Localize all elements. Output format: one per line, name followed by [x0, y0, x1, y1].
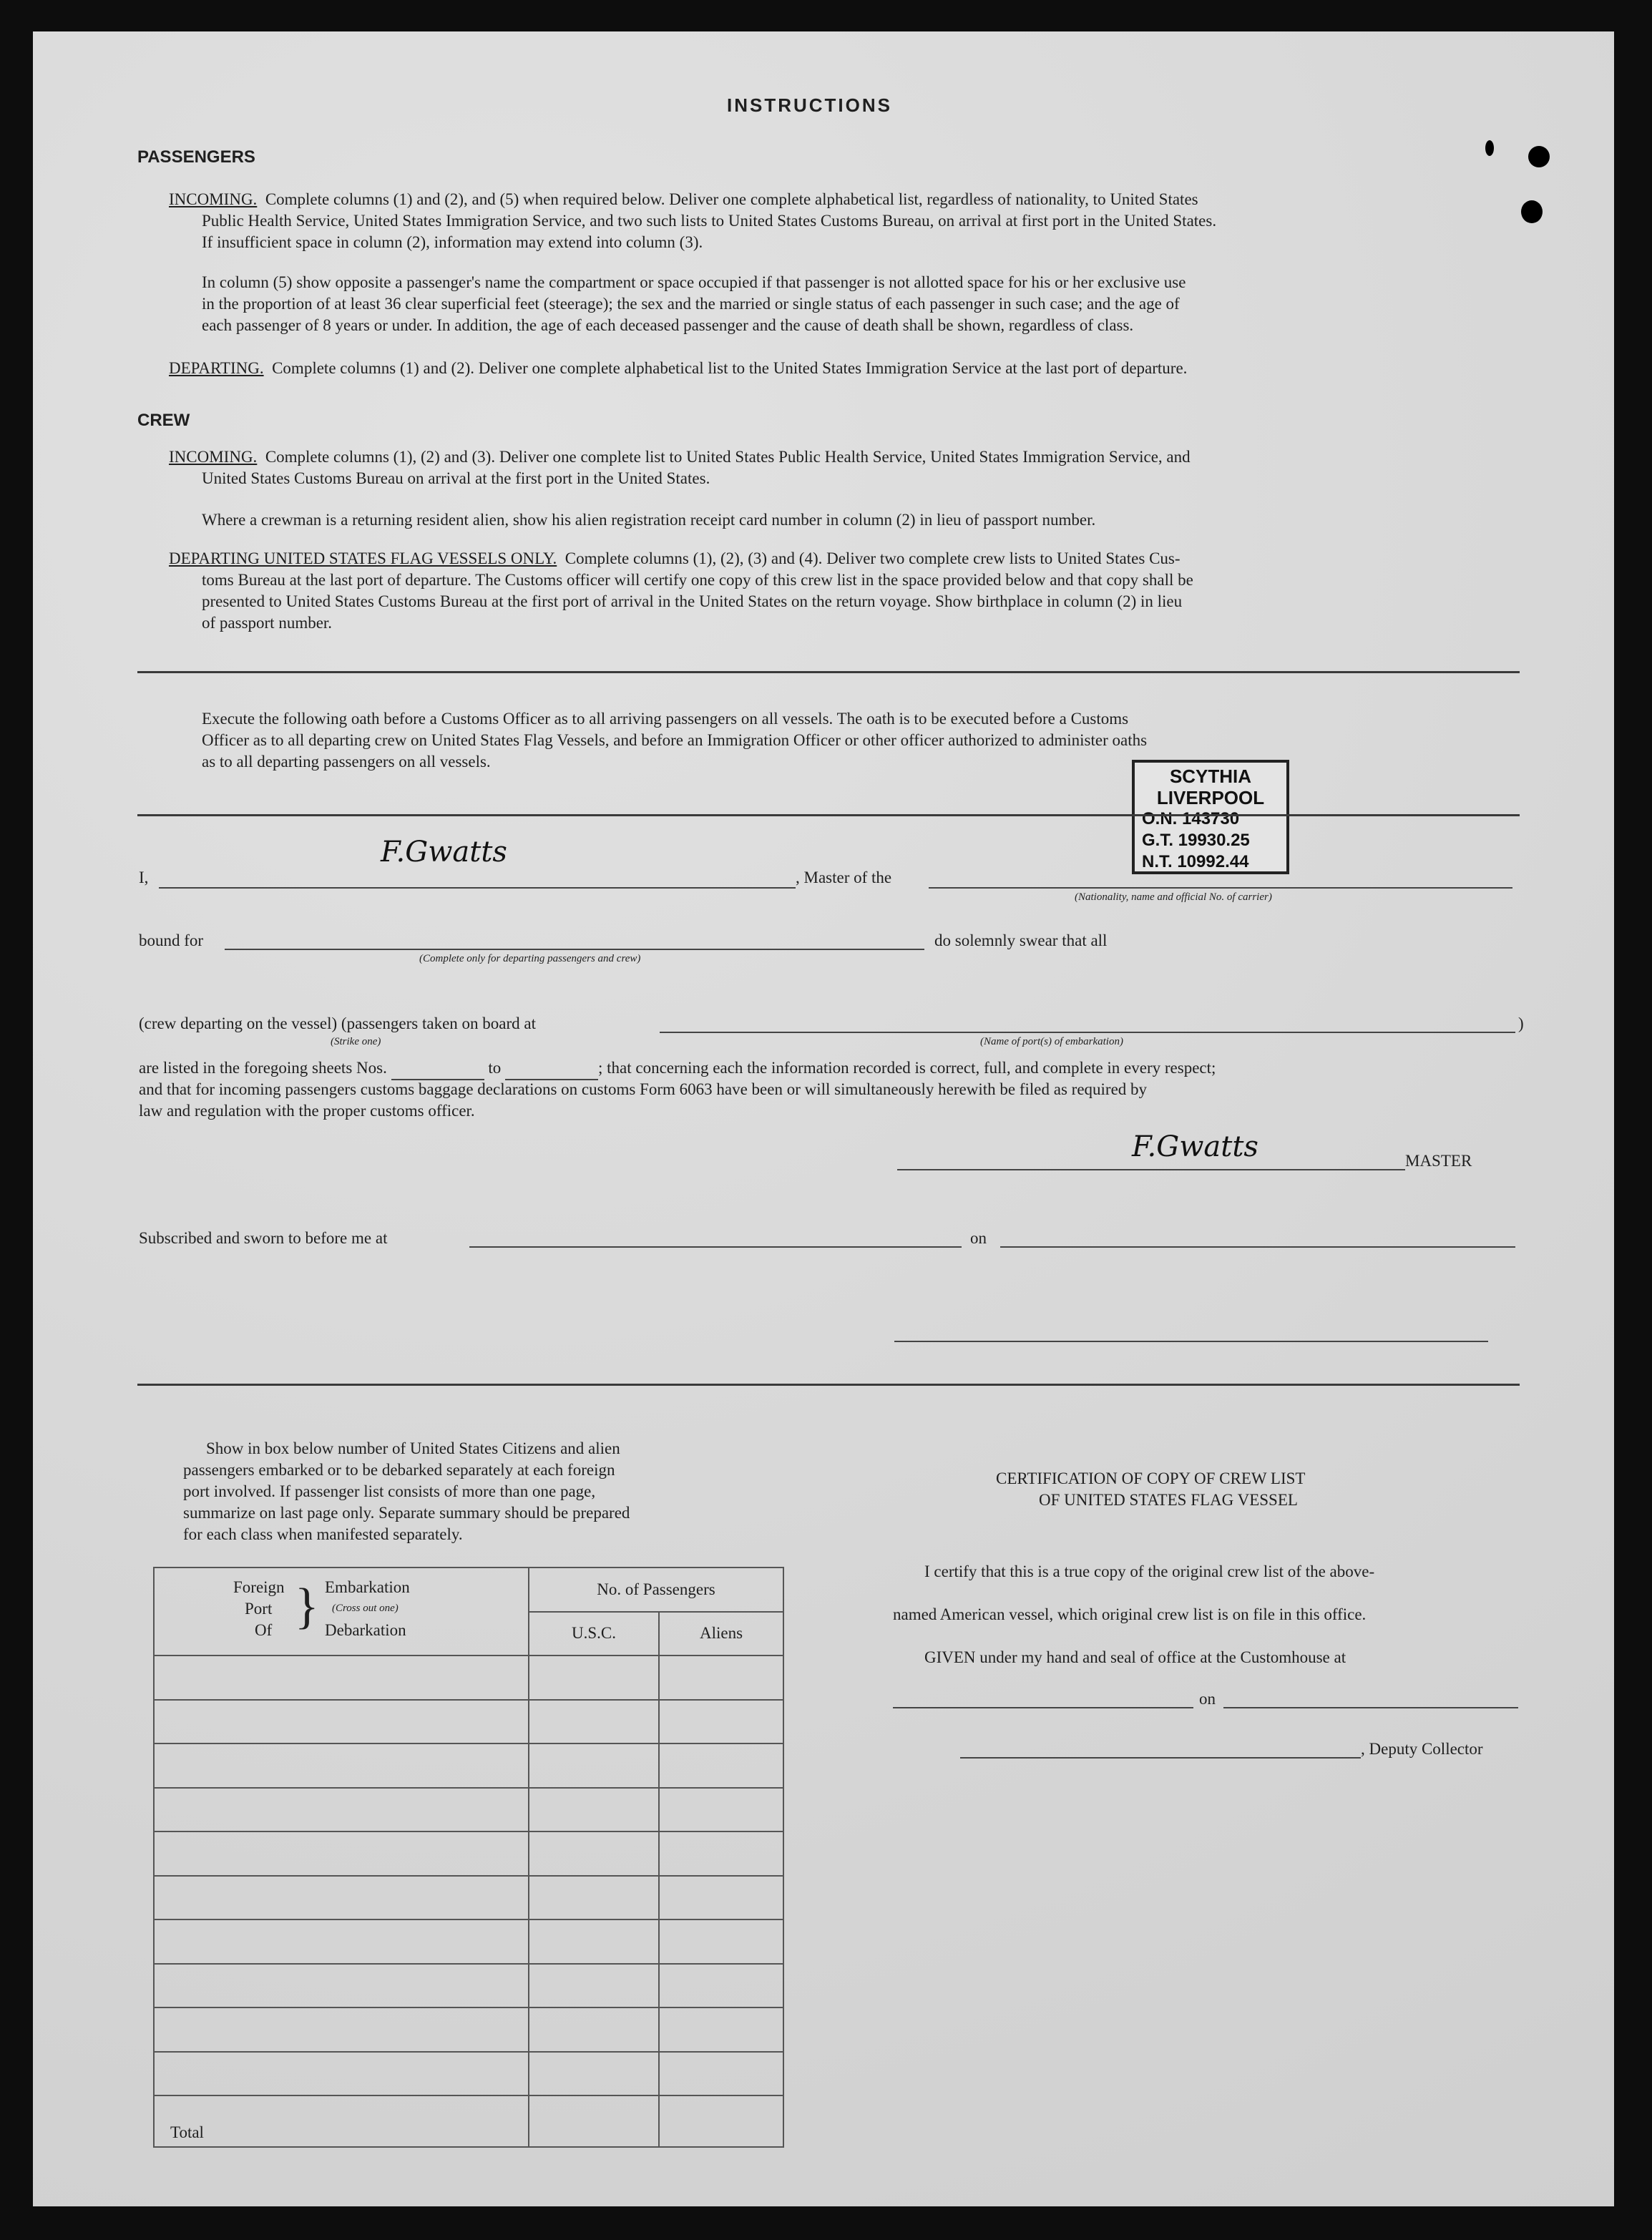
listed-1c: ; that concerning each the information recorded is correct, full, and complete in every respect; — [597, 1059, 1216, 1077]
passengers-departing-text: Complete columns (1) and (2). Deliver one complete alphabetical list to the United States Immigration Service at the last port of departure. — [272, 359, 1188, 377]
certification-text-3: GIVEN under my hand and seal of office at the Customhouse at — [924, 1648, 1346, 1666]
certification-title-2: OF UNITED STATES FLAG VESSEL — [1039, 1491, 1298, 1509]
stamp-line-4: G.T. 19930.25 — [1142, 831, 1250, 850]
oath-crew-departing: (crew departing on the vessel) (passengers taken on board at — [139, 1014, 536, 1032]
passengers-heading: PASSENGERS — [137, 147, 255, 167]
stamp-line-2: LIVERPOOL — [1156, 787, 1265, 808]
usc-cell[interactable] — [529, 1788, 659, 1832]
usc-cell[interactable] — [529, 1700, 659, 1744]
divider-1 — [137, 671, 1520, 673]
master-signature-field[interactable] — [897, 1169, 1405, 1170]
aliens-cell[interactable] — [659, 1700, 783, 1744]
summary-instr-4: summarize on last page only. Separate summary should be prepared — [183, 1504, 630, 1522]
crew-incoming-text-1: Complete columns (1), (2) and (3). Deliver one complete list to United States Public Health Service, United States Immigration Service, and — [265, 448, 1191, 466]
foreign-label: Foreign — [233, 1578, 285, 1596]
port-cell[interactable] — [154, 2007, 529, 2052]
crew-departing-text-1: Complete columns (1), (2), (3) and (4). Deliver two complete crew lists to United States Cus- — [564, 549, 1181, 567]
port-cell[interactable] — [154, 1700, 529, 1744]
crew-resident-text: Where a crewman is a returning resident alien, show his alien registration receipt card number in column (2) in lieu of passport number. — [202, 511, 1096, 529]
port-cell[interactable] — [154, 1964, 529, 2008]
port-cell[interactable] — [154, 1655, 529, 1700]
aliens-total-cell[interactable] — [659, 2095, 783, 2147]
aliens-cell[interactable] — [659, 1831, 783, 1876]
usc-cell[interactable] — [529, 2052, 659, 2096]
subscribed-at-field[interactable] — [469, 1246, 962, 1248]
usc-cell[interactable] — [529, 1919, 659, 1964]
punch-hole-1 — [1528, 146, 1550, 167]
strike-one-caption: (Strike one) — [331, 1036, 381, 1047]
crew-departing-label: DEPARTING UNITED STATES FLAG VESSELS ONLY. — [169, 549, 557, 567]
bound-for-field[interactable] — [225, 949, 924, 950]
ports-field[interactable] — [660, 1032, 1515, 1033]
oath-bound-for: bound for — [139, 931, 204, 949]
usc-cell[interactable] — [529, 2007, 659, 2052]
of-label: Of — [255, 1621, 273, 1639]
passengers-incoming-text-2: Public Health Service, United States Immigration Service, and two such lists to United States Customs Bureau, on arrival at first port in the United States. — [202, 212, 1217, 230]
master-signature-1: F.Gwatts — [381, 836, 507, 869]
no-passengers-header: No. of Passengers — [529, 1567, 783, 1612]
master-label: MASTER — [1405, 1152, 1472, 1170]
carrier-caption: (Nationality, name and official No. of carrier) — [1075, 891, 1272, 903]
oath-listed-3: law and regulation with the proper customs officer. — [139, 1102, 475, 1120]
stamp-line-5: N.T. 10992.44 — [1142, 852, 1249, 871]
crew-incoming-text-2: United States Customs Bureau on arrival at the first port in the United States. — [202, 469, 710, 487]
customhouse-field[interactable] — [893, 1707, 1193, 1708]
passengers-departing — [169, 358, 1187, 379]
carrier-field[interactable] — [929, 887, 1512, 889]
deputy-collector-label: , Deputy Collector — [1361, 1740, 1483, 1758]
certification-date-field[interactable] — [1223, 1707, 1518, 1708]
passengers-incoming-text-3: If insufficient space in column (2), information may extend into column (3). — [202, 233, 703, 251]
port-cell[interactable] — [154, 1743, 529, 1788]
subscribed-date-field[interactable] — [1000, 1246, 1515, 1248]
ports-caption: (Name of port(s) of embarkation) — [980, 1036, 1123, 1047]
sheets-to-field[interactable] — [505, 1057, 598, 1080]
aliens-cell[interactable] — [659, 1876, 783, 1920]
port-label: Port — [245, 1600, 273, 1618]
passenger-summary-table — [153, 1567, 784, 2148]
usc-cell[interactable] — [529, 1876, 659, 1920]
total-label: Total — [154, 2095, 529, 2147]
aliens-cell[interactable] — [659, 1788, 783, 1832]
summary-instr-2: passengers embarked or to be debarked separately at each foreign — [183, 1461, 615, 1479]
aliens-cell[interactable] — [659, 1743, 783, 1788]
divider-3 — [137, 1384, 1520, 1386]
listed-1a: are listed in the foregoing sheets Nos. — [139, 1059, 387, 1077]
ink-mark — [1485, 140, 1494, 156]
cross-out-label: (Cross out one) — [332, 1603, 399, 1614]
oath-intro-1: Execute the following oath before a Customs Officer as to all arriving passengers on all vessels. The oath is to be executed before a Customs — [202, 710, 1129, 728]
aliens-cell[interactable] — [659, 1919, 783, 1964]
aliens-cell[interactable] — [659, 2052, 783, 2096]
bound-caption: (Complete only for departing passengers and crew) — [419, 953, 641, 964]
oath-master-of: , Master of the — [796, 869, 892, 886]
oath-on: on — [970, 1229, 987, 1247]
aliens-cell[interactable] — [659, 1655, 783, 1700]
crew-departing — [169, 548, 1181, 569]
embarkation-label: Embarkation — [325, 1578, 410, 1596]
oath-listed-1 — [139, 1057, 1216, 1080]
passengers-col5-text-1: In column (5) show opposite a passenger's name the compartment or space occupied if that passenger is not allotted space for his or her exclusive use — [202, 273, 1186, 291]
certification-on: on — [1199, 1690, 1216, 1708]
passengers-departing-label: DEPARTING. — [169, 359, 264, 377]
vessel-stamp — [1132, 760, 1289, 874]
oath-subscribed: Subscribed and sworn to before me at — [139, 1229, 388, 1247]
crew-departing-text-2: toms Bureau at the last port of departure. The Customs officer will certify one copy of this crew list in the space provided below and that copy shall be — [202, 571, 1193, 589]
passengers-incoming-label: INCOMING. — [169, 190, 258, 208]
passengers-incoming-text-1: Complete columns (1) and (2), and (5) when required below. Deliver one complete alphabetical list, regardless of nationality, to United States — [265, 190, 1198, 208]
page-title: INSTRUCTIONS — [727, 94, 892, 116]
port-cell[interactable] — [154, 1788, 529, 1832]
passengers-col5-text-3: each passenger of 8 years or under. In addition, the age of each deceased passenger and the cause of death shall be shown, regardless of class. — [202, 316, 1134, 334]
oath-swear: do solemnly swear that all — [934, 931, 1108, 949]
crew-departing-text-3: presented to United States Customs Bureau at the first port of arrival in the United States on the return voyage. Show birthplace in column (2) in lieu — [202, 592, 1183, 610]
usc-cell[interactable] — [529, 1964, 659, 2008]
port-cell[interactable] — [154, 1831, 529, 1876]
sheets-from-field[interactable] — [391, 1057, 484, 1080]
usc-cell[interactable] — [529, 1831, 659, 1876]
summary-instr-5: for each class when manifested separately. — [183, 1525, 463, 1543]
oath-i-label: I, — [139, 869, 149, 886]
aliens-cell[interactable] — [659, 2007, 783, 2052]
crew-incoming — [169, 446, 1191, 468]
usc-total-cell[interactable] — [529, 2095, 659, 2147]
officer-signature-field[interactable] — [894, 1341, 1488, 1342]
crew-incoming-label: INCOMING. — [169, 448, 258, 466]
brace-icon: } — [295, 1579, 319, 1634]
usc-cell[interactable] — [529, 1743, 659, 1788]
certification-text-2: named American vessel, which original crew list is on file in this office. — [893, 1605, 1367, 1623]
aliens-cell[interactable] — [659, 1964, 783, 2008]
oath-intro-3: as to all departing passengers on all vessels. — [202, 753, 491, 771]
aliens-header: Aliens — [659, 1612, 783, 1656]
summary-instr-1: Show in box below number of United States Citizens and alien — [206, 1439, 620, 1457]
oath-listed-2: and that for incoming passengers customs baggage declarations on customs Form 6063 have been or will simultaneously herewith be filed as required by — [139, 1080, 1148, 1098]
usc-header: U.S.C. — [529, 1612, 659, 1656]
oath-close-paren: ) — [1518, 1014, 1524, 1032]
port-header-cell — [154, 1567, 529, 1655]
deputy-signature-field[interactable] — [960, 1757, 1361, 1759]
certification-title-1: CERTIFICATION OF COPY OF CREW LIST — [996, 1469, 1306, 1487]
crew-heading: CREW — [137, 411, 190, 430]
crew-departing-text-4: of passport number. — [202, 614, 333, 632]
listed-1b: to — [488, 1059, 502, 1077]
port-cell[interactable] — [154, 1919, 529, 1964]
summary-instr-3: port involved. If passenger list consists of more than one page, — [183, 1482, 596, 1500]
certification-text-1: I certify that this is a true copy of the original crew list of the above- — [924, 1562, 1375, 1580]
oath-intro-2: Officer as to all departing crew on United States Flag Vessels, and before an Immigration Officer or other officer authorized to administer oaths — [202, 731, 1148, 749]
debarkation-label: Debarkation — [325, 1621, 406, 1639]
usc-cell[interactable] — [529, 1655, 659, 1700]
port-cell[interactable] — [154, 2052, 529, 2096]
passengers-col5-text-2: in the proportion of at least 36 clear superficial feet (steerage); the sex and the married or single status of each passenger in such case; and the age of — [202, 295, 1180, 313]
master-name-field[interactable] — [159, 887, 796, 889]
stamp-line-1: SCYTHIA — [1169, 766, 1252, 787]
document-sheet — [33, 31, 1614, 2206]
passengers-incoming — [169, 189, 1198, 210]
stamp-line-3: O.N. 143730 — [1142, 809, 1240, 828]
divider-2 — [137, 814, 1520, 816]
master-signature-2: F.Gwatts — [1132, 1130, 1258, 1163]
punch-hole-2 — [1521, 200, 1543, 223]
port-cell[interactable] — [154, 1876, 529, 1920]
